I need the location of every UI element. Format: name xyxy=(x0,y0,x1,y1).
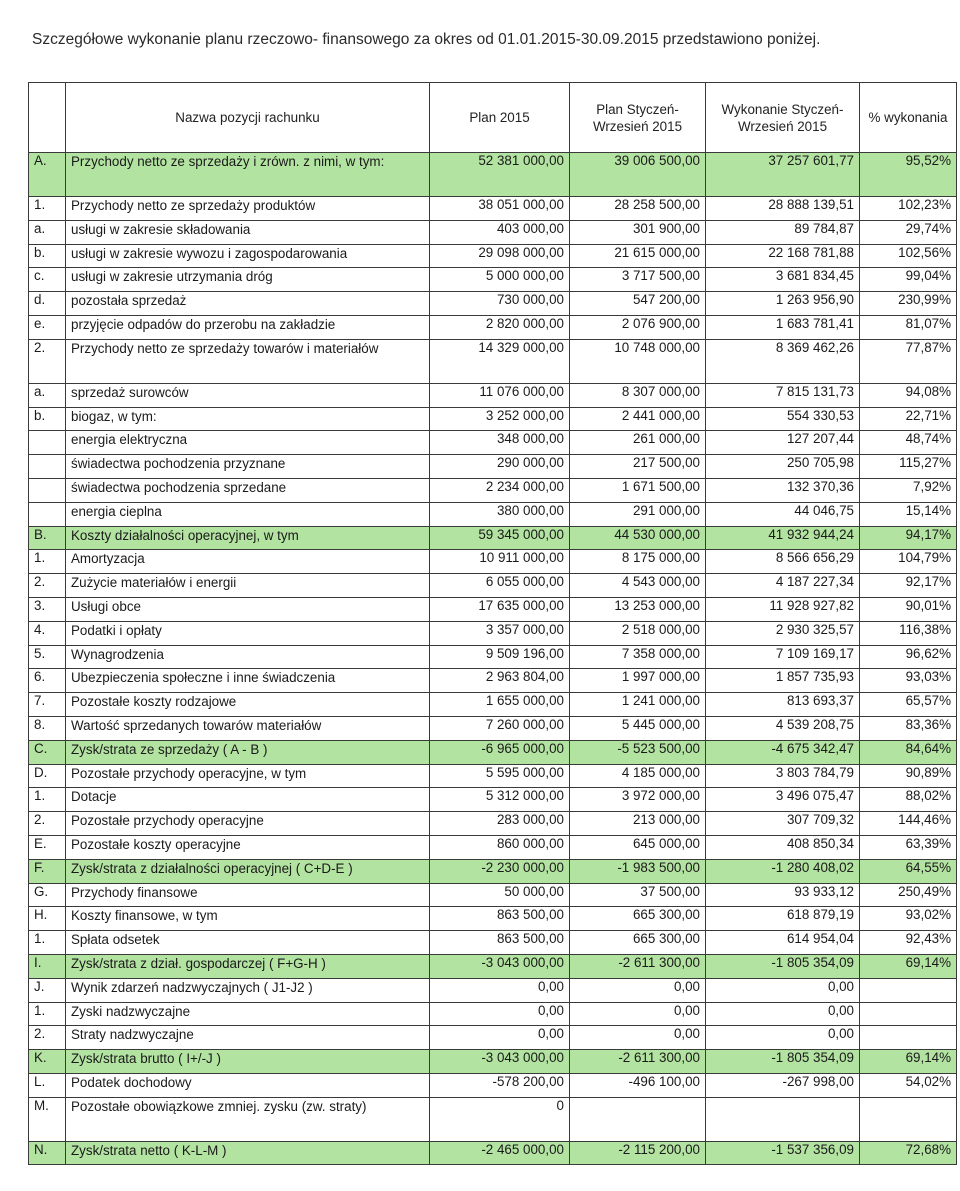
cell-execution-percent: 88,02% xyxy=(860,788,957,812)
cell-item-name: Wartość sprzedanych towarów materiałów xyxy=(66,716,430,740)
table-row xyxy=(29,621,957,645)
cell-row-number: e. xyxy=(29,315,66,339)
cell-execution-percent: 54,02% xyxy=(860,1073,957,1097)
cell-execution-jan-sep: -267 998,00 xyxy=(706,1073,860,1097)
cell-execution-jan-sep: 0,00 xyxy=(706,1002,860,1026)
cell-plan-2015: 17 635 000,00 xyxy=(430,597,570,621)
cell-execution-jan-sep: 44 046,75 xyxy=(706,502,860,526)
cell-execution-jan-sep: 618 879,19 xyxy=(706,907,860,931)
cell-row-number: I. xyxy=(29,954,66,978)
cell-plan-jan-sep: 1 671 500,00 xyxy=(570,478,706,502)
table-row xyxy=(29,502,957,526)
header-execution-percent: % wykonania xyxy=(860,83,957,153)
cell-row-number: D. xyxy=(29,764,66,788)
table-row-subtotal xyxy=(29,859,957,883)
cell-row-number: N. xyxy=(29,1141,66,1165)
cell-plan-jan-sep: -2 611 300,00 xyxy=(570,954,706,978)
cell-plan-2015: 290 000,00 xyxy=(430,455,570,479)
cell-item-name: Zysk/strata brutto ( I+/-J ) xyxy=(66,1050,430,1074)
cell-item-name: Przychody finansowe xyxy=(66,883,430,907)
cell-execution-jan-sep: -1 805 354,09 xyxy=(706,1050,860,1074)
cell-execution-percent: 102,56% xyxy=(860,244,957,268)
table-row-subtotal xyxy=(29,1050,957,1074)
cell-item-name: Straty nadzwyczajne xyxy=(66,1026,430,1050)
cell-execution-percent: 77,87% xyxy=(860,339,957,383)
cell-plan-jan-sep: 213 000,00 xyxy=(570,812,706,836)
cell-plan-jan-sep: 13 253 000,00 xyxy=(570,597,706,621)
table-row xyxy=(29,268,957,292)
table-row xyxy=(29,931,957,955)
cell-row-number: b. xyxy=(29,244,66,268)
cell-row-number: a. xyxy=(29,220,66,244)
cell-execution-jan-sep: 0,00 xyxy=(706,978,860,1002)
cell-item-name: świadectwa pochodzenia sprzedane xyxy=(66,478,430,502)
cell-plan-jan-sep: -2 115 200,00 xyxy=(570,1141,706,1165)
table-row xyxy=(29,1073,957,1097)
cell-row-number: 1. xyxy=(29,1002,66,1026)
intro-paragraph: Szczegółowe wykonanie planu rzeczowo- finansowego za okres od 01.01.2015-30.09.2015 przedstawiono poniżej. xyxy=(32,30,821,48)
cell-execution-percent: 22,71% xyxy=(860,407,957,431)
cell-plan-jan-sep: 2 441 000,00 xyxy=(570,407,706,431)
cell-plan-2015: 14 329 000,00 xyxy=(430,339,570,383)
cell-execution-percent: 69,14% xyxy=(860,954,957,978)
table-row xyxy=(29,315,957,339)
cell-execution-percent: 99,04% xyxy=(860,268,957,292)
cell-row-number xyxy=(29,455,66,479)
cell-row-number: 3. xyxy=(29,597,66,621)
cell-item-name: Zużycie materiałów i energii xyxy=(66,574,430,598)
cell-plan-2015: -2 230 000,00 xyxy=(430,859,570,883)
cell-execution-percent: 65,57% xyxy=(860,693,957,717)
cell-execution-jan-sep: 7 109 169,17 xyxy=(706,645,860,669)
cell-plan-2015: 5 312 000,00 xyxy=(430,788,570,812)
cell-row-number: 1. xyxy=(29,550,66,574)
cell-execution-percent: 83,36% xyxy=(860,716,957,740)
cell-row-number xyxy=(29,502,66,526)
cell-item-name: przyjęcie odpadów do przerobu na zakładzie xyxy=(66,315,430,339)
cell-item-name: Zysk/strata z dział. gospodarczej ( F+G-H ) xyxy=(66,954,430,978)
cell-execution-percent: 84,64% xyxy=(860,740,957,764)
cell-execution-percent xyxy=(860,1002,957,1026)
cell-execution-jan-sep xyxy=(706,1097,860,1141)
cell-item-name: Amortyzacja xyxy=(66,550,430,574)
cell-execution-percent: 92,43% xyxy=(860,931,957,955)
cell-execution-jan-sep: 3 496 075,47 xyxy=(706,788,860,812)
table-row xyxy=(29,1026,957,1050)
cell-row-number: A. xyxy=(29,153,66,197)
cell-item-name: świadectwa pochodzenia przyznane xyxy=(66,455,430,479)
cell-plan-jan-sep: 0,00 xyxy=(570,978,706,1002)
cell-item-name: Przychody netto ze sprzedaży i zrówn. z nimi, w tym: xyxy=(66,153,430,197)
table-row xyxy=(29,383,957,407)
cell-plan-2015: -2 465 000,00 xyxy=(430,1141,570,1165)
cell-row-number xyxy=(29,478,66,502)
cell-item-name: usługi w zakresie wywozu i zagospodarowania xyxy=(66,244,430,268)
table-row xyxy=(29,693,957,717)
cell-execution-jan-sep: 2 930 325,57 xyxy=(706,621,860,645)
cell-plan-jan-sep: 4 543 000,00 xyxy=(570,574,706,598)
cell-plan-2015: 0,00 xyxy=(430,978,570,1002)
cell-item-name: Pozostałe koszty operacyjne xyxy=(66,835,430,859)
cell-execution-jan-sep: 41 932 944,24 xyxy=(706,526,860,550)
cell-item-name: Koszty finansowe, w tym xyxy=(66,907,430,931)
cell-plan-jan-sep: 3 717 500,00 xyxy=(570,268,706,292)
cell-plan-jan-sep: 301 900,00 xyxy=(570,220,706,244)
table-row xyxy=(29,478,957,502)
table-header-row xyxy=(29,83,957,153)
cell-item-name: Zyski nadzwyczajne xyxy=(66,1002,430,1026)
cell-plan-jan-sep: 2 076 900,00 xyxy=(570,315,706,339)
cell-plan-jan-sep xyxy=(570,1097,706,1141)
cell-plan-2015: 0,00 xyxy=(430,1002,570,1026)
table-row xyxy=(29,220,957,244)
cell-execution-jan-sep: 132 370,36 xyxy=(706,478,860,502)
cell-execution-jan-sep: 0,00 xyxy=(706,1026,860,1050)
cell-plan-2015: 6 055 000,00 xyxy=(430,574,570,598)
cell-execution-jan-sep: 3 681 834,45 xyxy=(706,268,860,292)
cell-plan-2015: -6 965 000,00 xyxy=(430,740,570,764)
cell-item-name: Zysk/strata ze sprzedaży ( A - B ) xyxy=(66,740,430,764)
cell-execution-percent xyxy=(860,1026,957,1050)
table-row xyxy=(29,339,957,383)
cell-execution-jan-sep: 11 928 927,82 xyxy=(706,597,860,621)
cell-item-name: Podatki i opłaty xyxy=(66,621,430,645)
cell-execution-percent: 92,17% xyxy=(860,574,957,598)
cell-execution-percent: 94,08% xyxy=(860,383,957,407)
table-row-subtotal xyxy=(29,740,957,764)
cell-item-name: energia elektryczna xyxy=(66,431,430,455)
table-row xyxy=(29,431,957,455)
cell-plan-2015: 3 252 000,00 xyxy=(430,407,570,431)
table-row-subtotal xyxy=(29,954,957,978)
cell-plan-2015: 5 000 000,00 xyxy=(430,268,570,292)
cell-row-number: c. xyxy=(29,268,66,292)
cell-item-name: Ubezpieczenia społeczne i inne świadczenia xyxy=(66,669,430,693)
cell-execution-jan-sep: 89 784,87 xyxy=(706,220,860,244)
cell-item-name: Dotacje xyxy=(66,788,430,812)
cell-item-name: Pozostałe przychody operacyjne, w tym xyxy=(66,764,430,788)
cell-execution-jan-sep: 8 369 462,26 xyxy=(706,339,860,383)
cell-plan-2015: 0 xyxy=(430,1097,570,1141)
cell-item-name: Pozostałe koszty rodzajowe xyxy=(66,693,430,717)
cell-plan-2015: 7 260 000,00 xyxy=(430,716,570,740)
cell-row-number: 2. xyxy=(29,339,66,383)
cell-execution-jan-sep: 28 888 139,51 xyxy=(706,197,860,221)
cell-execution-jan-sep: 614 954,04 xyxy=(706,931,860,955)
cell-plan-2015: 2 963 804,00 xyxy=(430,669,570,693)
cell-row-number: 7. xyxy=(29,693,66,717)
cell-execution-jan-sep: 813 693,37 xyxy=(706,693,860,717)
cell-plan-2015: 403 000,00 xyxy=(430,220,570,244)
cell-plan-2015: 2 820 000,00 xyxy=(430,315,570,339)
cell-row-number: M. xyxy=(29,1097,66,1141)
cell-item-name: biogaz, w tym: xyxy=(66,407,430,431)
cell-item-name: Pozostałe przychody operacyjne xyxy=(66,812,430,836)
table-row xyxy=(29,812,957,836)
cell-execution-percent: 48,74% xyxy=(860,431,957,455)
cell-plan-jan-sep: 1 241 000,00 xyxy=(570,693,706,717)
table-row xyxy=(29,907,957,931)
cell-plan-2015: -3 043 000,00 xyxy=(430,1050,570,1074)
table-row xyxy=(29,1002,957,1026)
cell-item-name: sprzedaż surowców xyxy=(66,383,430,407)
cell-item-name: Wynik zdarzeń nadzwyczajnych ( J1-J2 ) xyxy=(66,978,430,1002)
cell-execution-jan-sep: -1 805 354,09 xyxy=(706,954,860,978)
cell-execution-percent: 94,17% xyxy=(860,526,957,550)
cell-row-number: B. xyxy=(29,526,66,550)
cell-execution-jan-sep: 93 933,12 xyxy=(706,883,860,907)
cell-execution-jan-sep: 250 705,98 xyxy=(706,455,860,479)
cell-item-name: usługi w zakresie utrzymania dróg xyxy=(66,268,430,292)
cell-row-number: C. xyxy=(29,740,66,764)
cell-plan-2015: 2 234 000,00 xyxy=(430,478,570,502)
cell-row-number: 5. xyxy=(29,645,66,669)
table-row xyxy=(29,550,957,574)
cell-execution-percent: 90,01% xyxy=(860,597,957,621)
cell-plan-jan-sep: 39 006 500,00 xyxy=(570,153,706,197)
cell-item-name: Usługi obce xyxy=(66,597,430,621)
cell-row-number: H. xyxy=(29,907,66,931)
cell-plan-2015: 380 000,00 xyxy=(430,502,570,526)
cell-plan-jan-sep: -496 100,00 xyxy=(570,1073,706,1097)
cell-plan-2015: 3 357 000,00 xyxy=(430,621,570,645)
cell-plan-2015: 283 000,00 xyxy=(430,812,570,836)
cell-plan-jan-sep: 4 185 000,00 xyxy=(570,764,706,788)
cell-plan-jan-sep: 2 518 000,00 xyxy=(570,621,706,645)
table-row xyxy=(29,197,957,221)
cell-execution-percent: 116,38% xyxy=(860,621,957,645)
cell-execution-percent: 81,07% xyxy=(860,315,957,339)
cell-plan-jan-sep: 7 358 000,00 xyxy=(570,645,706,669)
table-row xyxy=(29,883,957,907)
cell-plan-2015: 59 345 000,00 xyxy=(430,526,570,550)
cell-execution-jan-sep: 3 803 784,79 xyxy=(706,764,860,788)
cell-item-name: Koszty działalności operacyjnej, w tym xyxy=(66,526,430,550)
cell-execution-jan-sep: 8 566 656,29 xyxy=(706,550,860,574)
cell-plan-2015: -3 043 000,00 xyxy=(430,954,570,978)
table-row xyxy=(29,716,957,740)
cell-plan-2015: 5 595 000,00 xyxy=(430,764,570,788)
cell-execution-percent xyxy=(860,1097,957,1141)
table-row xyxy=(29,978,957,1002)
financial-plan-table xyxy=(28,82,957,1165)
cell-item-name: usługi w zakresie składowania xyxy=(66,220,430,244)
cell-execution-percent: 96,62% xyxy=(860,645,957,669)
table-row-subtotal xyxy=(29,526,957,550)
cell-execution-jan-sep: 408 850,34 xyxy=(706,835,860,859)
cell-item-name: energia cieplna xyxy=(66,502,430,526)
cell-execution-jan-sep: -1 537 356,09 xyxy=(706,1141,860,1165)
cell-execution-percent: 102,23% xyxy=(860,197,957,221)
table-row xyxy=(29,645,957,669)
cell-row-number: 1. xyxy=(29,197,66,221)
cell-plan-jan-sep: 28 258 500,00 xyxy=(570,197,706,221)
cell-row-number: 1. xyxy=(29,931,66,955)
header-execution-jan-sep: Wykonanie Styczeń- Wrzesień 2015 xyxy=(706,83,860,153)
cell-plan-jan-sep: 44 530 000,00 xyxy=(570,526,706,550)
header-item-name: Nazwa pozycji rachunku xyxy=(66,83,430,153)
cell-item-name: Pozostałe obowiązkowe zmniej. zysku (zw. straty) xyxy=(66,1097,430,1141)
cell-execution-jan-sep: 22 168 781,88 xyxy=(706,244,860,268)
cell-row-number: 6. xyxy=(29,669,66,693)
cell-execution-percent: 69,14% xyxy=(860,1050,957,1074)
cell-execution-jan-sep: 1 683 781,41 xyxy=(706,315,860,339)
cell-plan-jan-sep: 665 300,00 xyxy=(570,907,706,931)
cell-plan-2015: 863 500,00 xyxy=(430,907,570,931)
cell-execution-percent: 7,92% xyxy=(860,478,957,502)
header-plan-2015: Plan 2015 xyxy=(430,83,570,153)
cell-execution-percent: 93,02% xyxy=(860,907,957,931)
cell-execution-jan-sep: 1 857 735,93 xyxy=(706,669,860,693)
cell-item-name: pozostała sprzedaż xyxy=(66,292,430,316)
table-row xyxy=(29,574,957,598)
table-row xyxy=(29,764,957,788)
cell-row-number: E. xyxy=(29,835,66,859)
cell-item-name: Podatek dochodowy xyxy=(66,1073,430,1097)
cell-plan-2015: 38 051 000,00 xyxy=(430,197,570,221)
cell-item-name: Przychody netto ze sprzedaży towarów i materiałów xyxy=(66,339,430,383)
cell-row-number: G. xyxy=(29,883,66,907)
cell-execution-percent: 95,52% xyxy=(860,153,957,197)
cell-plan-2015: 50 000,00 xyxy=(430,883,570,907)
cell-plan-jan-sep: -1 983 500,00 xyxy=(570,859,706,883)
table-row xyxy=(29,1097,957,1141)
cell-item-name: Spłata odsetek xyxy=(66,931,430,955)
table-row-subtotal xyxy=(29,153,957,197)
cell-plan-jan-sep: 8 175 000,00 xyxy=(570,550,706,574)
cell-plan-jan-sep: 291 000,00 xyxy=(570,502,706,526)
cell-execution-jan-sep: 4 539 208,75 xyxy=(706,716,860,740)
cell-plan-jan-sep: 3 972 000,00 xyxy=(570,788,706,812)
cell-row-number: 8. xyxy=(29,716,66,740)
cell-plan-jan-sep: 547 200,00 xyxy=(570,292,706,316)
cell-plan-jan-sep: 10 748 000,00 xyxy=(570,339,706,383)
cell-execution-percent: 93,03% xyxy=(860,669,957,693)
cell-row-number xyxy=(29,431,66,455)
table-row xyxy=(29,244,957,268)
cell-execution-jan-sep: 127 207,44 xyxy=(706,431,860,455)
cell-plan-2015: 10 911 000,00 xyxy=(430,550,570,574)
header-plan-jan-sep: Plan Styczeń-Wrzesień 2015 xyxy=(570,83,706,153)
cell-plan-jan-sep: 1 997 000,00 xyxy=(570,669,706,693)
cell-plan-jan-sep: 37 500,00 xyxy=(570,883,706,907)
cell-plan-jan-sep: 665 300,00 xyxy=(570,931,706,955)
header-lp xyxy=(29,83,66,153)
cell-row-number: 2. xyxy=(29,574,66,598)
cell-row-number: 1. xyxy=(29,788,66,812)
cell-plan-jan-sep: 217 500,00 xyxy=(570,455,706,479)
cell-plan-jan-sep: 21 615 000,00 xyxy=(570,244,706,268)
cell-plan-2015: 9 509 196,00 xyxy=(430,645,570,669)
table-row xyxy=(29,788,957,812)
cell-plan-jan-sep: 5 445 000,00 xyxy=(570,716,706,740)
table-row xyxy=(29,597,957,621)
cell-plan-2015: 1 655 000,00 xyxy=(430,693,570,717)
cell-execution-percent: 230,99% xyxy=(860,292,957,316)
cell-plan-jan-sep: -5 523 500,00 xyxy=(570,740,706,764)
table-row xyxy=(29,835,957,859)
cell-plan-2015: 29 098 000,00 xyxy=(430,244,570,268)
cell-row-number: F. xyxy=(29,859,66,883)
cell-row-number: 4. xyxy=(29,621,66,645)
cell-plan-2015: 348 000,00 xyxy=(430,431,570,455)
cell-item-name: Przychody netto ze sprzedaży produktów xyxy=(66,197,430,221)
cell-execution-percent: 144,46% xyxy=(860,812,957,836)
cell-item-name: Zysk/strata netto ( K-L-M ) xyxy=(66,1141,430,1165)
cell-plan-jan-sep: 645 000,00 xyxy=(570,835,706,859)
table-row xyxy=(29,407,957,431)
cell-execution-jan-sep: 1 263 956,90 xyxy=(706,292,860,316)
cell-execution-percent: 72,68% xyxy=(860,1141,957,1165)
cell-execution-percent: 29,74% xyxy=(860,220,957,244)
cell-plan-jan-sep: 8 307 000,00 xyxy=(570,383,706,407)
cell-execution-percent: 104,79% xyxy=(860,550,957,574)
cell-plan-jan-sep: -2 611 300,00 xyxy=(570,1050,706,1074)
cell-execution-jan-sep: 4 187 227,34 xyxy=(706,574,860,598)
cell-execution-jan-sep: 307 709,32 xyxy=(706,812,860,836)
cell-execution-percent: 63,39% xyxy=(860,835,957,859)
table-row xyxy=(29,455,957,479)
cell-item-name: Wynagrodzenia xyxy=(66,645,430,669)
cell-plan-2015: 0,00 xyxy=(430,1026,570,1050)
cell-execution-percent: 64,55% xyxy=(860,859,957,883)
cell-row-number: 2. xyxy=(29,812,66,836)
cell-execution-jan-sep: 7 815 131,73 xyxy=(706,383,860,407)
cell-execution-percent: 115,27% xyxy=(860,455,957,479)
cell-execution-percent: 250,49% xyxy=(860,883,957,907)
cell-plan-2015: 11 076 000,00 xyxy=(430,383,570,407)
cell-row-number: J. xyxy=(29,978,66,1002)
cell-plan-jan-sep: 0,00 xyxy=(570,1026,706,1050)
cell-plan-2015: 52 381 000,00 xyxy=(430,153,570,197)
cell-item-name: Zysk/strata z działalności operacyjnej ( C+D-E ) xyxy=(66,859,430,883)
cell-execution-jan-sep: 37 257 601,77 xyxy=(706,153,860,197)
cell-plan-2015: 863 500,00 xyxy=(430,931,570,955)
cell-row-number: K. xyxy=(29,1050,66,1074)
cell-plan-2015: -578 200,00 xyxy=(430,1073,570,1097)
cell-plan-jan-sep: 0,00 xyxy=(570,1002,706,1026)
cell-execution-jan-sep: 554 330,53 xyxy=(706,407,860,431)
cell-execution-percent: 15,14% xyxy=(860,502,957,526)
cell-row-number: 2. xyxy=(29,1026,66,1050)
cell-execution-jan-sep: -1 280 408,02 xyxy=(706,859,860,883)
cell-execution-percent xyxy=(860,978,957,1002)
cell-execution-percent: 90,89% xyxy=(860,764,957,788)
cell-row-number: d. xyxy=(29,292,66,316)
cell-plan-jan-sep: 261 000,00 xyxy=(570,431,706,455)
cell-plan-2015: 860 000,00 xyxy=(430,835,570,859)
cell-row-number: L. xyxy=(29,1073,66,1097)
table-row xyxy=(29,292,957,316)
cell-row-number: b. xyxy=(29,407,66,431)
cell-plan-2015: 730 000,00 xyxy=(430,292,570,316)
table-row-subtotal xyxy=(29,1141,957,1165)
table-row xyxy=(29,669,957,693)
cell-execution-jan-sep: -4 675 342,47 xyxy=(706,740,860,764)
cell-row-number: a. xyxy=(29,383,66,407)
